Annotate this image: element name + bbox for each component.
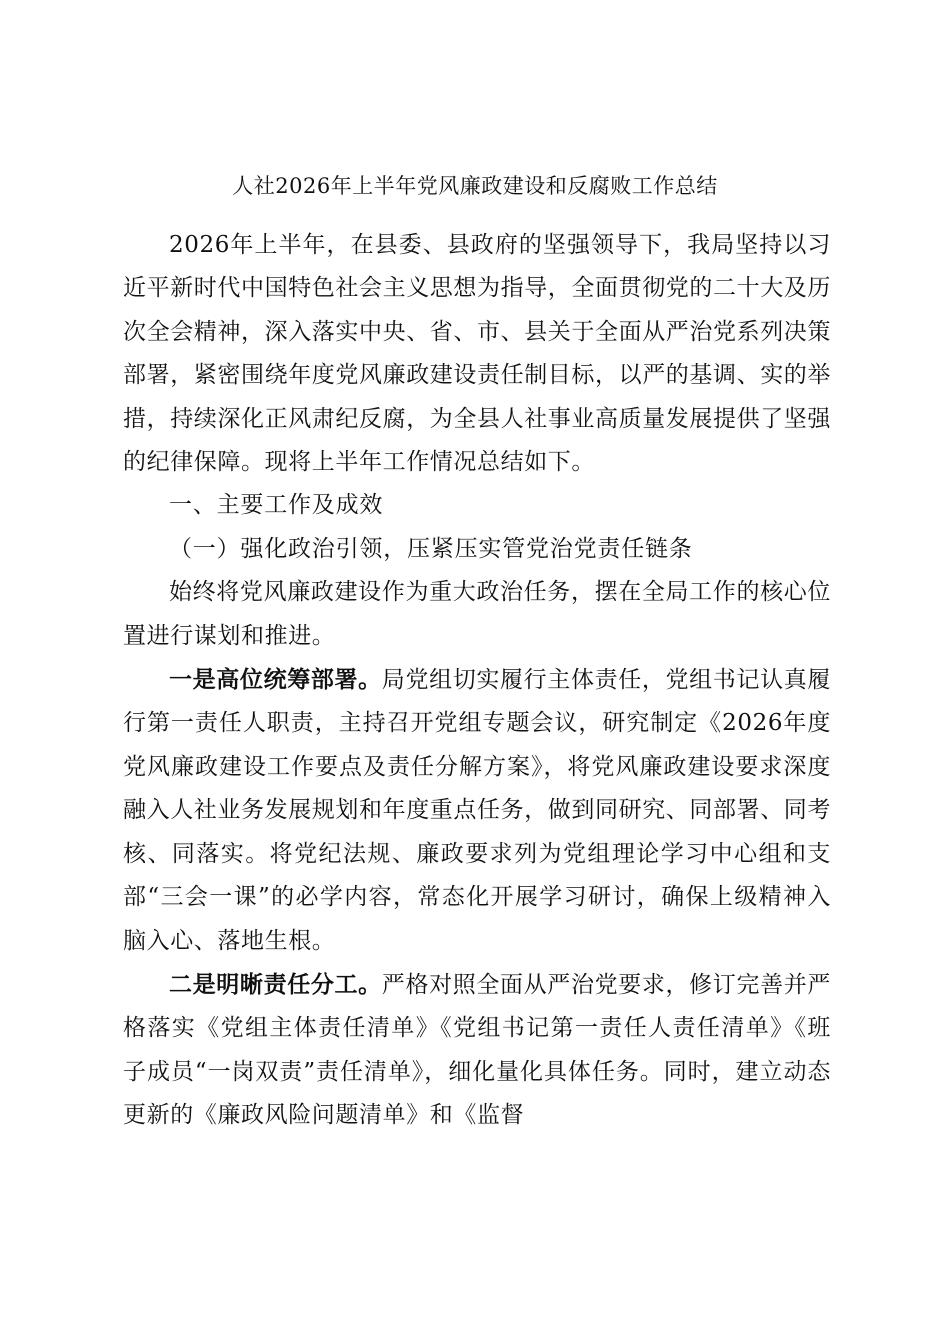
subsection-heading: （一）强化政治引领，压紧压实管党治党责任链条 [169, 535, 693, 562]
item-2-text: 严格对照全面从严治党要求，修订完善并严格落实《党组主体责任清单》《党组书记第一责任人责任清单》《班子成员“一岗双责”责任清单》，细化量化具体任务。同时，建立动态更新的《廉政风险问题清单》和《监督 [123, 971, 831, 1129]
subsection-intro-paragraph: 始终将党风廉政建设作为重大政治任务，摆在全局工作的核心位置进行谋划和推进。 [123, 579, 831, 649]
item-2-paragraph [123, 963, 831, 1138]
intro-paragraph: 2026年上半年，在县委、县政府的坚强领导下，我局坚持以习近平新时代中国特色社会主义思想为指导，全面贯彻党的二十大及历次全会精神，深入落实中央、省、市、县关于全面从严治党系列决策部署，紧密围绕年度党风廉政建设责任制目标，以严的基调、实的举措，持续深化正风肃纪反腐，为全县人社事业高质量发展提供了坚强的纪律保障。现将上半年工作情况总结如下。 [123, 232, 831, 476]
document-title: 人社2026年上半年党风廉政建设和反腐败工作总结 [232, 174, 718, 198]
item-1-paragraph [123, 658, 831, 963]
item-1-lead: 一是高位统筹部署。 [169, 666, 382, 694]
section-heading: 一、主要工作及成效 [169, 492, 384, 519]
document-body [123, 224, 831, 1138]
item-2-lead: 二是明晰责任分工。 [169, 970, 382, 998]
item-1-text: 局党组切实履行主体责任，党组书记认真履行第一责任人职责，主持召开党组专题会议，研究制定《2026年度党风廉政建设工作要点及责任分解方案》，将党风廉政建设要求深度融入人社业务发展规划和年度重点任务，做到同研究、同部署、同考核、同落实。将党纪法规、廉政要求列为党组理论学习中心组和支部“三会一课”的必学内容，常态化开展学习研讨，确保上级精神入脑入心、落地生根。 [123, 667, 831, 954]
